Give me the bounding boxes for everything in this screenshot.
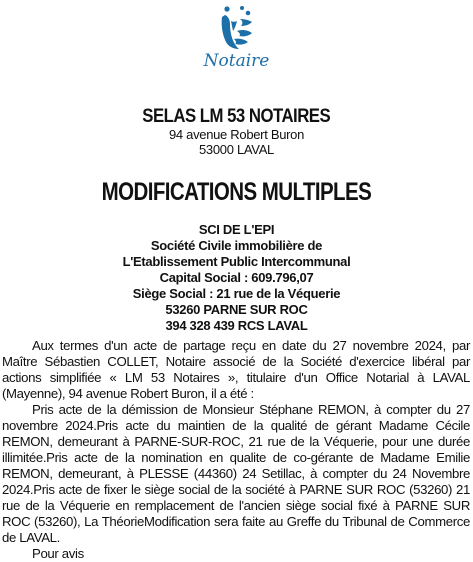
- notice-title: [0, 178, 473, 206]
- notaire-logo: [0, 4, 473, 70]
- company-name: SCI DE L'EPI: [198, 222, 275, 237]
- company-seat: Siège Social : 21 rue de la Véquerie: [132, 286, 341, 301]
- company-form: Société Civile immobilière de: [150, 238, 323, 253]
- company-capital: Capital Social : 609.796,07: [159, 270, 314, 285]
- company-block: [0, 222, 473, 334]
- closing-line: Pour avis: [32, 546, 84, 561]
- company-rcs: 394 328 439 RCS LAVAL: [165, 318, 308, 333]
- body-paragraph-2: Pris acte de la démission de Monsieur Stéphane REMON, à compter du 27 novembre 2024.Pris acte du maintien de la qualité de gérant Madame Cécile REMON, demeurant à PARNE-SUR-ROC, 21 rue de la Véquerie, pour une durée illimitée.Pris acte de la nomination en qualite de co-gérante de Madame Emilie REMON, demeurant, à PLESSE (44360) 24 Setillac, à compter du 24 Novembre 2024.Pris acte de fixer le siège social de la société à PARNE SUR ROC (53260) 21 rue de la Véquerie en remplacement de l'ancien siège social fixé à PARNE SUR ROC (53260), La ThéorieModification sera faite au Greffe du Tribunal de Commerce de LAVAL.: [2, 402, 470, 545]
- office-name: SELAS LM 53 NOTAIRES: [142, 105, 331, 127]
- company-form-cont: L'Etablissement Public Intercommunal: [122, 254, 351, 269]
- notice-title-text: MODIFICATIONS MULTIPLES: [101, 178, 372, 206]
- notaire-emblem-icon: [217, 4, 257, 54]
- notaire-wordmark: Notaire: [203, 51, 270, 71]
- body-paragraph-1: Aux termes d'un acte de partage reçu en date du 27 novembre 2024, par Maître Sébastien COLLET, Notaire associé de la Société d'exercice libéral par actions simplifiée « LM 53 Notaires », titulaire d'un Office Notarial à LAVAL (Mayenne), 94 avenue Robert Buron, il a été :: [2, 338, 470, 401]
- notice-body: [2, 338, 470, 562]
- office-address-street: 94 avenue Robert Buron: [168, 127, 305, 142]
- company-seat-city: 53260 PARNE SUR ROC: [165, 302, 308, 317]
- office-header: [0, 105, 473, 157]
- office-address-city: 53000 LAVAL: [198, 142, 274, 157]
